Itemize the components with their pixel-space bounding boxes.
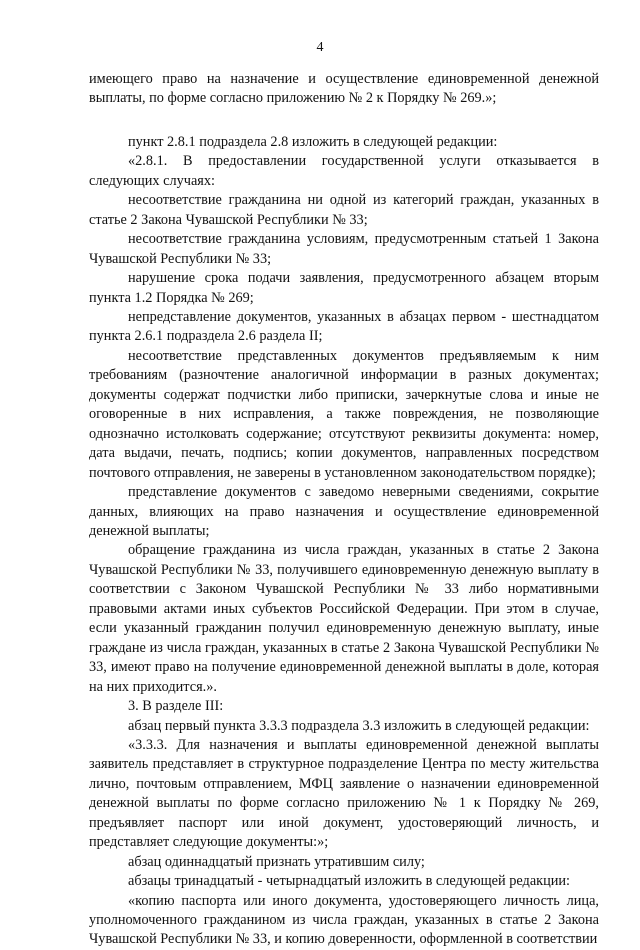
paragraph-refusal-category: несоответствие гражданина ни одной из категорий граждан, указанных в статье 2 Закона Чувашской Республики № 33;: [89, 192, 599, 228]
paragraph-3-3-3-text: «3.3.3. Для назначения и выплаты единовременной денежной выплаты заявитель представляет в структурное подразделение Центра по месту жительства лично, почтовым отправлением, МФЦ заявление о назначении единовременной денежной выплаты по форме согласно приложению № 1 к Порядку № 269, предъявляет паспорт или иной документ, удостоверяющий личность, и представляет следующие документы:»;: [89, 736, 599, 851]
page-number: 4: [316, 40, 324, 55]
document-body: [89, 70, 599, 950]
paragraph-section-3: 3. В разделе III:: [128, 698, 224, 715]
paragraph-refusal-conditions: несоответствие гражданина условиям, предусмотренным статьей 1 Закона Чувашской Республики № 33;: [89, 231, 599, 267]
paragraph-paragraphs-13-14: абзацы тринадцатый - четырнадцатый изложить в следующей редакции:: [128, 873, 571, 890]
paragraph-amendment-2-8-1: пункт 2.8.1 подраздела 2.8 изложить в следующей редакции:: [128, 133, 498, 150]
paragraph-continuation: имеющего право на назначение и осуществление единовременной денежной выплаты, по форме согласно приложению № 2 к Порядку № 269.»;: [89, 71, 599, 107]
paragraph-refusal-requirements: несоответствие представленных документов предъявляемым к ним требованиям (разночтение аналогичной информации в разных документах; документы содержат подчистки либо приписки, зачеркнутые слова и иные не оговоренные в них исправления, а также повреждения, не позволяющие однозначно истолковать содержание; отсутствуют реквизиты документа: номер, дата выдачи, печать, подпись; копии документов, направленных посредством почтового отправления, не заверены в установленном законодательством порядке);: [89, 347, 599, 481]
paragraph-refusal-deadline: нарушение срока подачи заявления, предусмотренного абзацем вторым пункта 1.2 Порядка № 269;: [89, 270, 599, 306]
paragraph-2-8-1-intro: «2.8.1. В предоставлении государственной услуги отказывается в следующих случаях:: [89, 153, 599, 189]
paragraph-refusal-false-info: представление документов с заведомо неверными сведениями, сокрытие данных, влияющих на право назначения и осуществление единовременной денежной выплаты;: [89, 484, 599, 539]
paragraph-refusal-documents: непредставление документов, указанных в абзацах первом - шестнадцатом пункта 2.6.1 подраздела 2.6 раздела II;: [89, 308, 599, 345]
paragraph-gap: [89, 109, 599, 133]
paragraph-paragraph-11-void: абзац одиннадцатый признать утратившим силу;: [128, 853, 425, 870]
paragraph-amendment-3-3-3: абзац первый пункта 3.3.3 подраздела 3.3 изложить в следующей редакции:: [128, 717, 590, 734]
paragraph-refusal-repeat: обращение гражданина из числа граждан, указанных в статье 2 Закона Чувашской Республики № 33, получившего единовременную денежную выплату в соответствии с Законом Чувашской Республики № 33 либо нормативными правовыми актами иных субъектов Российской Федерации. При этом в случае, если указанный гражданин получил единовременную денежную выплату, иные граждане из числа граждан, указанных в статье 2 Закона Чувашской Республики № 33, имеют право на получение единовременной денежной выплаты в доле, которая на них приходится.».: [89, 542, 599, 695]
paragraph-passport-copy: «копию паспорта или иного документа, удостоверяющего личность лица, уполномоченного гражданином из числа граждан, указанных в статье 2 Закона Чувашской Республики № 33, и копию доверенности, оформленной в соответствии: [89, 892, 599, 948]
